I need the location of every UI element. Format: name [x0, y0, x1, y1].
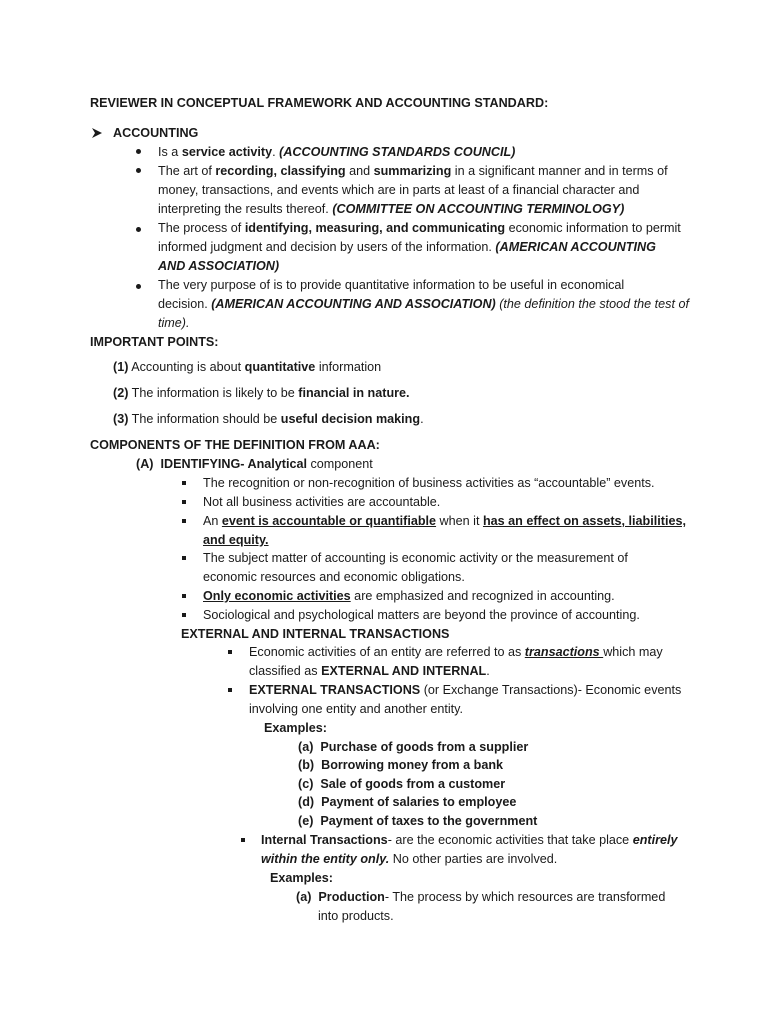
- internal-transactions-line-1: Internal Transactions- are the economic activities that take place entirely: [261, 833, 678, 847]
- transactions-line-2: classified as EXTERNAL AND INTERNAL.: [249, 664, 490, 678]
- example-c: (c) Sale of goods from a customer: [298, 777, 506, 791]
- examples-label-2: Examples:: [270, 871, 333, 885]
- component-point-3-line-2: and equity.: [203, 533, 269, 547]
- components-heading: COMPONENTS OF THE DEFINITION FROM AAA:: [90, 438, 380, 452]
- square-bullet-icon: [182, 481, 186, 485]
- bullet-dot-icon: [136, 168, 141, 173]
- production-line-1: (a) Production- The process by which resources are transformed: [296, 890, 666, 904]
- component-point-1: The recognition or non-recognition of business activities as “accountable” events.: [203, 476, 655, 490]
- square-bullet-icon: [182, 500, 186, 504]
- page-title: REVIEWER IN CONCEPTUAL FRAMEWORK AND ACCOUNTING STANDARD:: [90, 96, 549, 110]
- component-point-5: Only economic activities are emphasized and recognized in accounting.: [203, 589, 615, 603]
- square-bullet-icon: [182, 594, 186, 598]
- definition-1: Is a service activity. (ACCOUNTING STANDARDS COUNCIL): [158, 145, 516, 159]
- component-a: (A) IDENTIFYING- Analytical component: [136, 457, 373, 471]
- square-bullet-icon: [228, 688, 232, 692]
- square-bullet-icon: [182, 519, 186, 523]
- example-b: (b) Borrowing money from a bank: [298, 758, 504, 772]
- definition-3-line-2: informed judgment and decision by users of the information. (AMERICAN ACCOUNTING: [158, 240, 656, 254]
- definition-2-line-3: interpreting the results thereof. (COMMITTEE ON ACCOUNTING TERMINOLOGY): [158, 202, 625, 216]
- square-bullet-icon: [228, 650, 232, 654]
- definition-2-line-1: The art of recording, classifying and summarizing in a significant manner and in terms of: [158, 164, 668, 178]
- component-point-6: Sociological and psychological matters are beyond the province of accounting.: [203, 608, 640, 622]
- important-point-1: (1) Accounting is about quantitative information: [113, 360, 382, 374]
- external-transactions-line-1: EXTERNAL TRANSACTIONS (or Exchange Transactions)- Economic events: [249, 683, 682, 697]
- bullet-dot-icon: [136, 227, 141, 232]
- accounting-heading: ACCOUNTING: [113, 126, 199, 140]
- transactions-line-1: Economic activities of an entity are referred to as transactions which may: [249, 645, 663, 659]
- definition-4-line-1: The very purpose of is to provide quantitative information to be useful in economical: [158, 278, 625, 292]
- important-points-heading: IMPORTANT POINTS:: [90, 335, 219, 349]
- ext-int-heading: EXTERNAL AND INTERNAL TRANSACTIONS: [181, 627, 450, 641]
- definition-3-line-3: AND ASSOCIATION): [158, 259, 280, 273]
- square-bullet-icon: [182, 613, 186, 617]
- square-bullet-icon: [241, 838, 245, 842]
- production-line-2: into products.: [318, 909, 394, 923]
- component-point-4-line-1: The subject matter of accounting is economic activity or the measurement of: [203, 551, 628, 565]
- example-a: (a) Purchase of goods from a supplier: [298, 740, 529, 754]
- square-bullet-icon: [182, 556, 186, 560]
- important-point-2: (2) The information is likely to be financial in nature.: [113, 386, 410, 400]
- definition-4-line-3: time).: [158, 316, 190, 330]
- definition-2-line-2: money, transactions, and events which are in parts at least of a financial character and: [158, 183, 640, 197]
- example-d: (d) Payment of salaries to employee: [298, 795, 517, 809]
- component-point-2: Not all business activities are accountable.: [203, 495, 441, 509]
- component-point-4-line-2: economic resources and economic obligations.: [203, 570, 465, 584]
- component-point-3-line-1: An event is accountable or quantifiable when it has an effect on assets, liabilities,: [203, 514, 686, 528]
- definition-3-line-1: The process of identifying, measuring, and communicating economic information to permit: [158, 221, 681, 235]
- internal-transactions-line-2: within the entity only. No other parties are involved.: [261, 852, 558, 866]
- definition-4-line-2: decision. (AMERICAN ACCOUNTING AND ASSOCIATION) (the definition the stood the test of: [158, 297, 689, 311]
- external-transactions-line-2: involving one entity and another entity.: [249, 702, 464, 716]
- example-e: (e) Payment of taxes to the government: [298, 814, 538, 828]
- arrow-bullet-icon: [91, 127, 103, 139]
- examples-label: Examples:: [264, 721, 327, 735]
- bullet-dot-icon: [136, 284, 141, 289]
- important-point-3: (3) The information should be useful decision making.: [113, 412, 424, 426]
- bullet-dot-icon: [136, 149, 141, 154]
